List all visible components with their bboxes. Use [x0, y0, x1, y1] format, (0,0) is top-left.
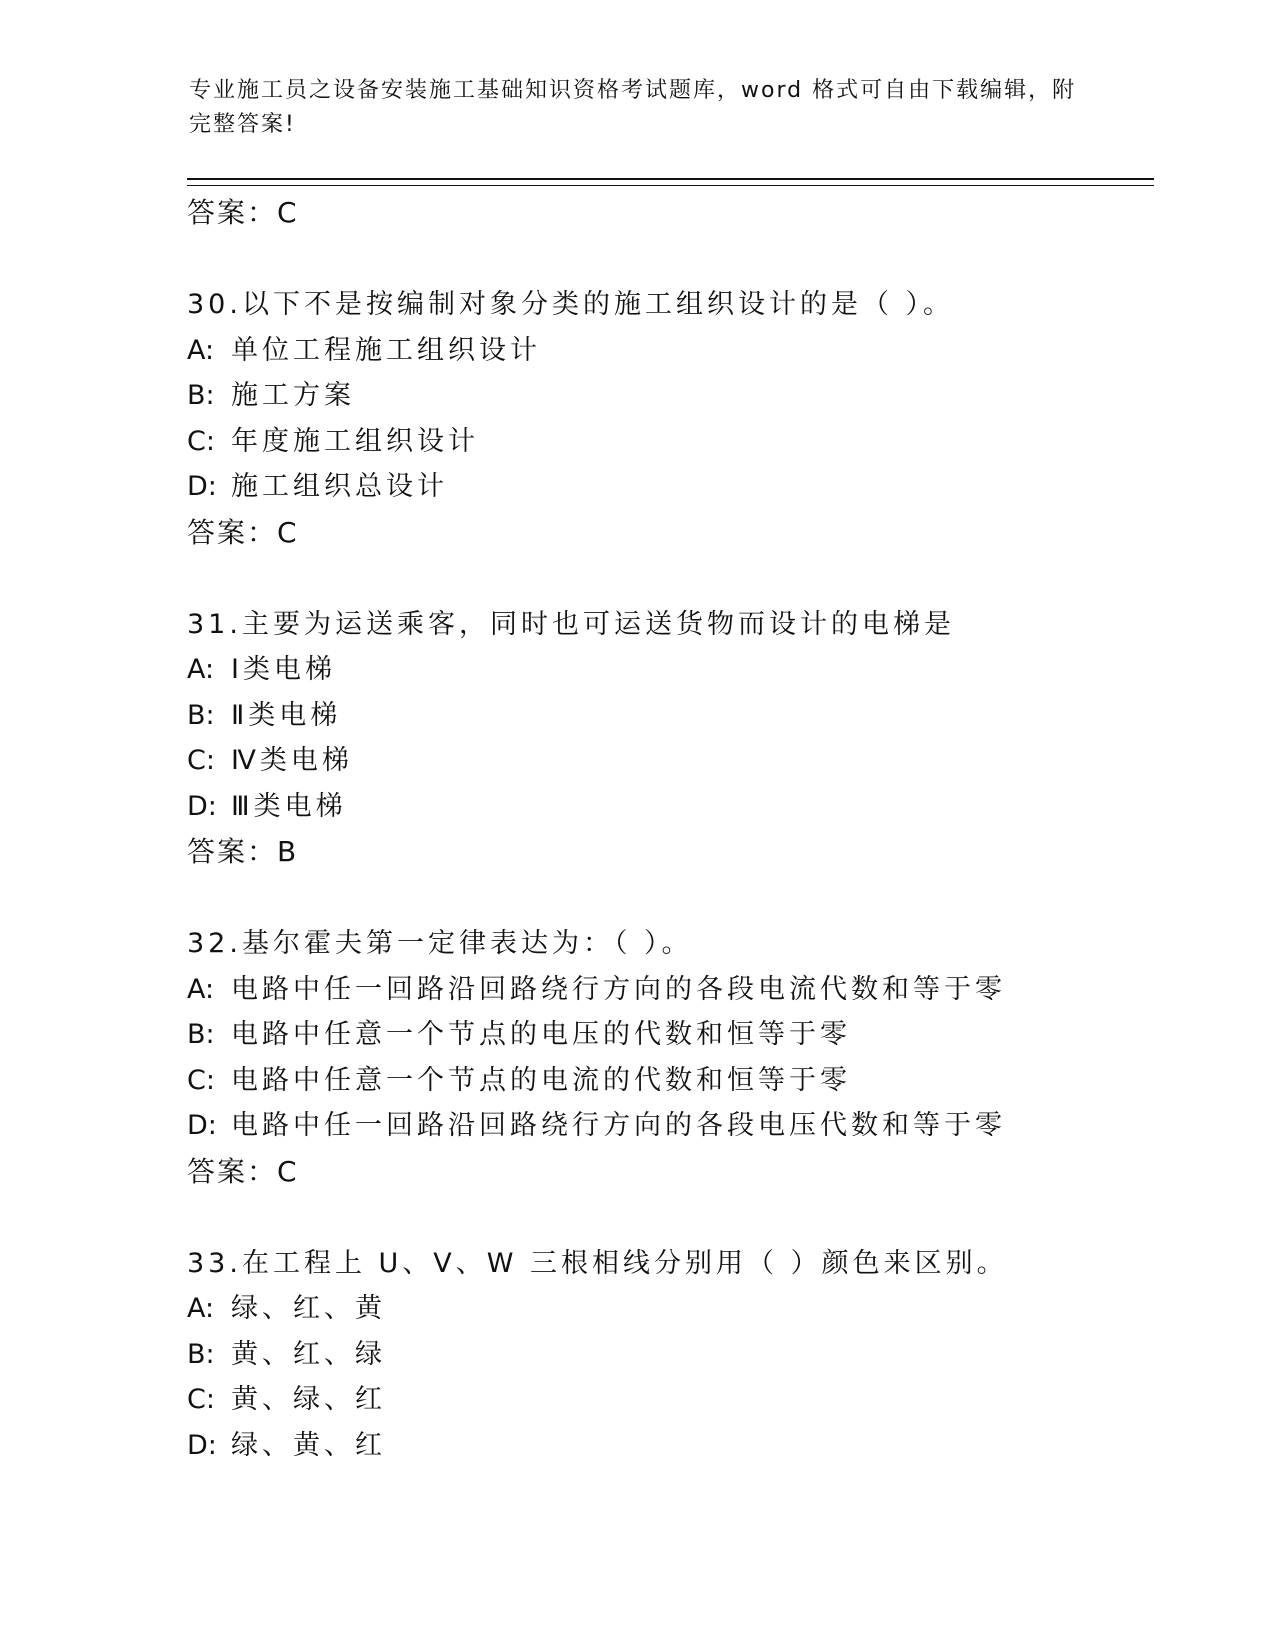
- option-letter: C:: [187, 1384, 215, 1415]
- option-a: [187, 967, 1147, 1013]
- option-a: [187, 647, 1147, 693]
- option-text: 施工组织总设计: [231, 471, 448, 502]
- option-d: [187, 784, 1147, 830]
- option-c: [187, 1058, 1147, 1104]
- option-b: [187, 1332, 1147, 1378]
- answer-line: 答案：B: [187, 835, 299, 868]
- option-text: 黄、绿、红: [231, 1384, 386, 1415]
- option-a: [187, 328, 1147, 374]
- option-letter: D:: [187, 1110, 217, 1141]
- option-text: Ⅰ类电梯: [231, 654, 336, 685]
- option-letter: D:: [187, 471, 217, 502]
- option-text: 电路中任一回路沿回路绕行方向的各段电流代数和等于零: [231, 973, 1006, 1005]
- option-letter: A:: [187, 654, 215, 685]
- option-text: 黄、红、绿: [231, 1338, 386, 1370]
- option-d: [187, 1423, 1147, 1469]
- question-31: [187, 602, 1147, 875]
- option-b: [187, 373, 1147, 419]
- option-letter: B:: [187, 699, 215, 731]
- option-c: [187, 738, 1147, 784]
- option-text: 绿、红、黄: [231, 1293, 386, 1324]
- option-c: [187, 419, 1147, 465]
- answer-line: 答案：C: [187, 515, 299, 549]
- option-letter: C:: [187, 425, 215, 457]
- option-letter: C:: [187, 1064, 215, 1096]
- question-30: [187, 282, 1147, 555]
- option-text: 电路中任一回路沿回路绕行方向的各段电压代数和等于零: [231, 1110, 1006, 1141]
- option-a: [187, 1286, 1147, 1332]
- header-divider: [187, 178, 1154, 186]
- question-stem: 30.以下不是按编制对象分类的施工组织设计的是（ ）。: [187, 289, 955, 320]
- option-b: [187, 693, 1147, 739]
- question-33: [187, 1241, 1147, 1469]
- option-d: [187, 464, 1147, 510]
- question-list: [187, 190, 1147, 1468]
- option-b: [187, 1012, 1147, 1058]
- option-text: Ⅲ类电梯: [231, 790, 347, 822]
- option-text: Ⅱ类电梯: [231, 699, 342, 731]
- option-text: 年度施工组织设计: [231, 425, 479, 457]
- option-letter: B:: [187, 380, 215, 411]
- option-letter: A:: [187, 334, 215, 366]
- option-letter: B:: [187, 1338, 215, 1370]
- option-letter: D:: [187, 1429, 217, 1461]
- option-text: Ⅳ类电梯: [231, 745, 353, 776]
- question-stem: 32.基尔霍夫第一定律表达为：（ ）。: [187, 928, 693, 959]
- option-text: 电路中任意一个节点的电压的代数和恒等于零: [231, 1019, 851, 1050]
- option-text: 单位工程施工组织设计: [231, 334, 541, 366]
- option-text: 施工方案: [231, 380, 355, 411]
- leading-answer: 答案：C: [187, 196, 299, 229]
- option-c: [187, 1377, 1147, 1423]
- answer-line: 答案：C: [187, 1154, 299, 1188]
- option-text: 绿、黄、红: [231, 1429, 386, 1461]
- header-note: 专业施工员之设备安装施工基础知识资格考试题库，word 格式可自由下载编辑，附完整答案!: [189, 78, 1077, 137]
- question-stem: 33.在工程上 U、V、W 三根相线分别用（ ）颜色来区别。: [187, 1247, 1008, 1279]
- option-letter: A:: [187, 973, 215, 1005]
- option-text: 电路中任意一个节点的电流的代数和恒等于零: [231, 1064, 851, 1096]
- option-d: [187, 1103, 1147, 1149]
- question-stem: 31.主要为运送乘客，同时也可运送货物而设计的电梯是: [187, 608, 955, 640]
- option-letter: B:: [187, 1019, 215, 1050]
- question-32: [187, 921, 1147, 1194]
- option-letter: C:: [187, 745, 215, 776]
- option-letter: D:: [187, 790, 217, 822]
- option-letter: A:: [187, 1293, 215, 1324]
